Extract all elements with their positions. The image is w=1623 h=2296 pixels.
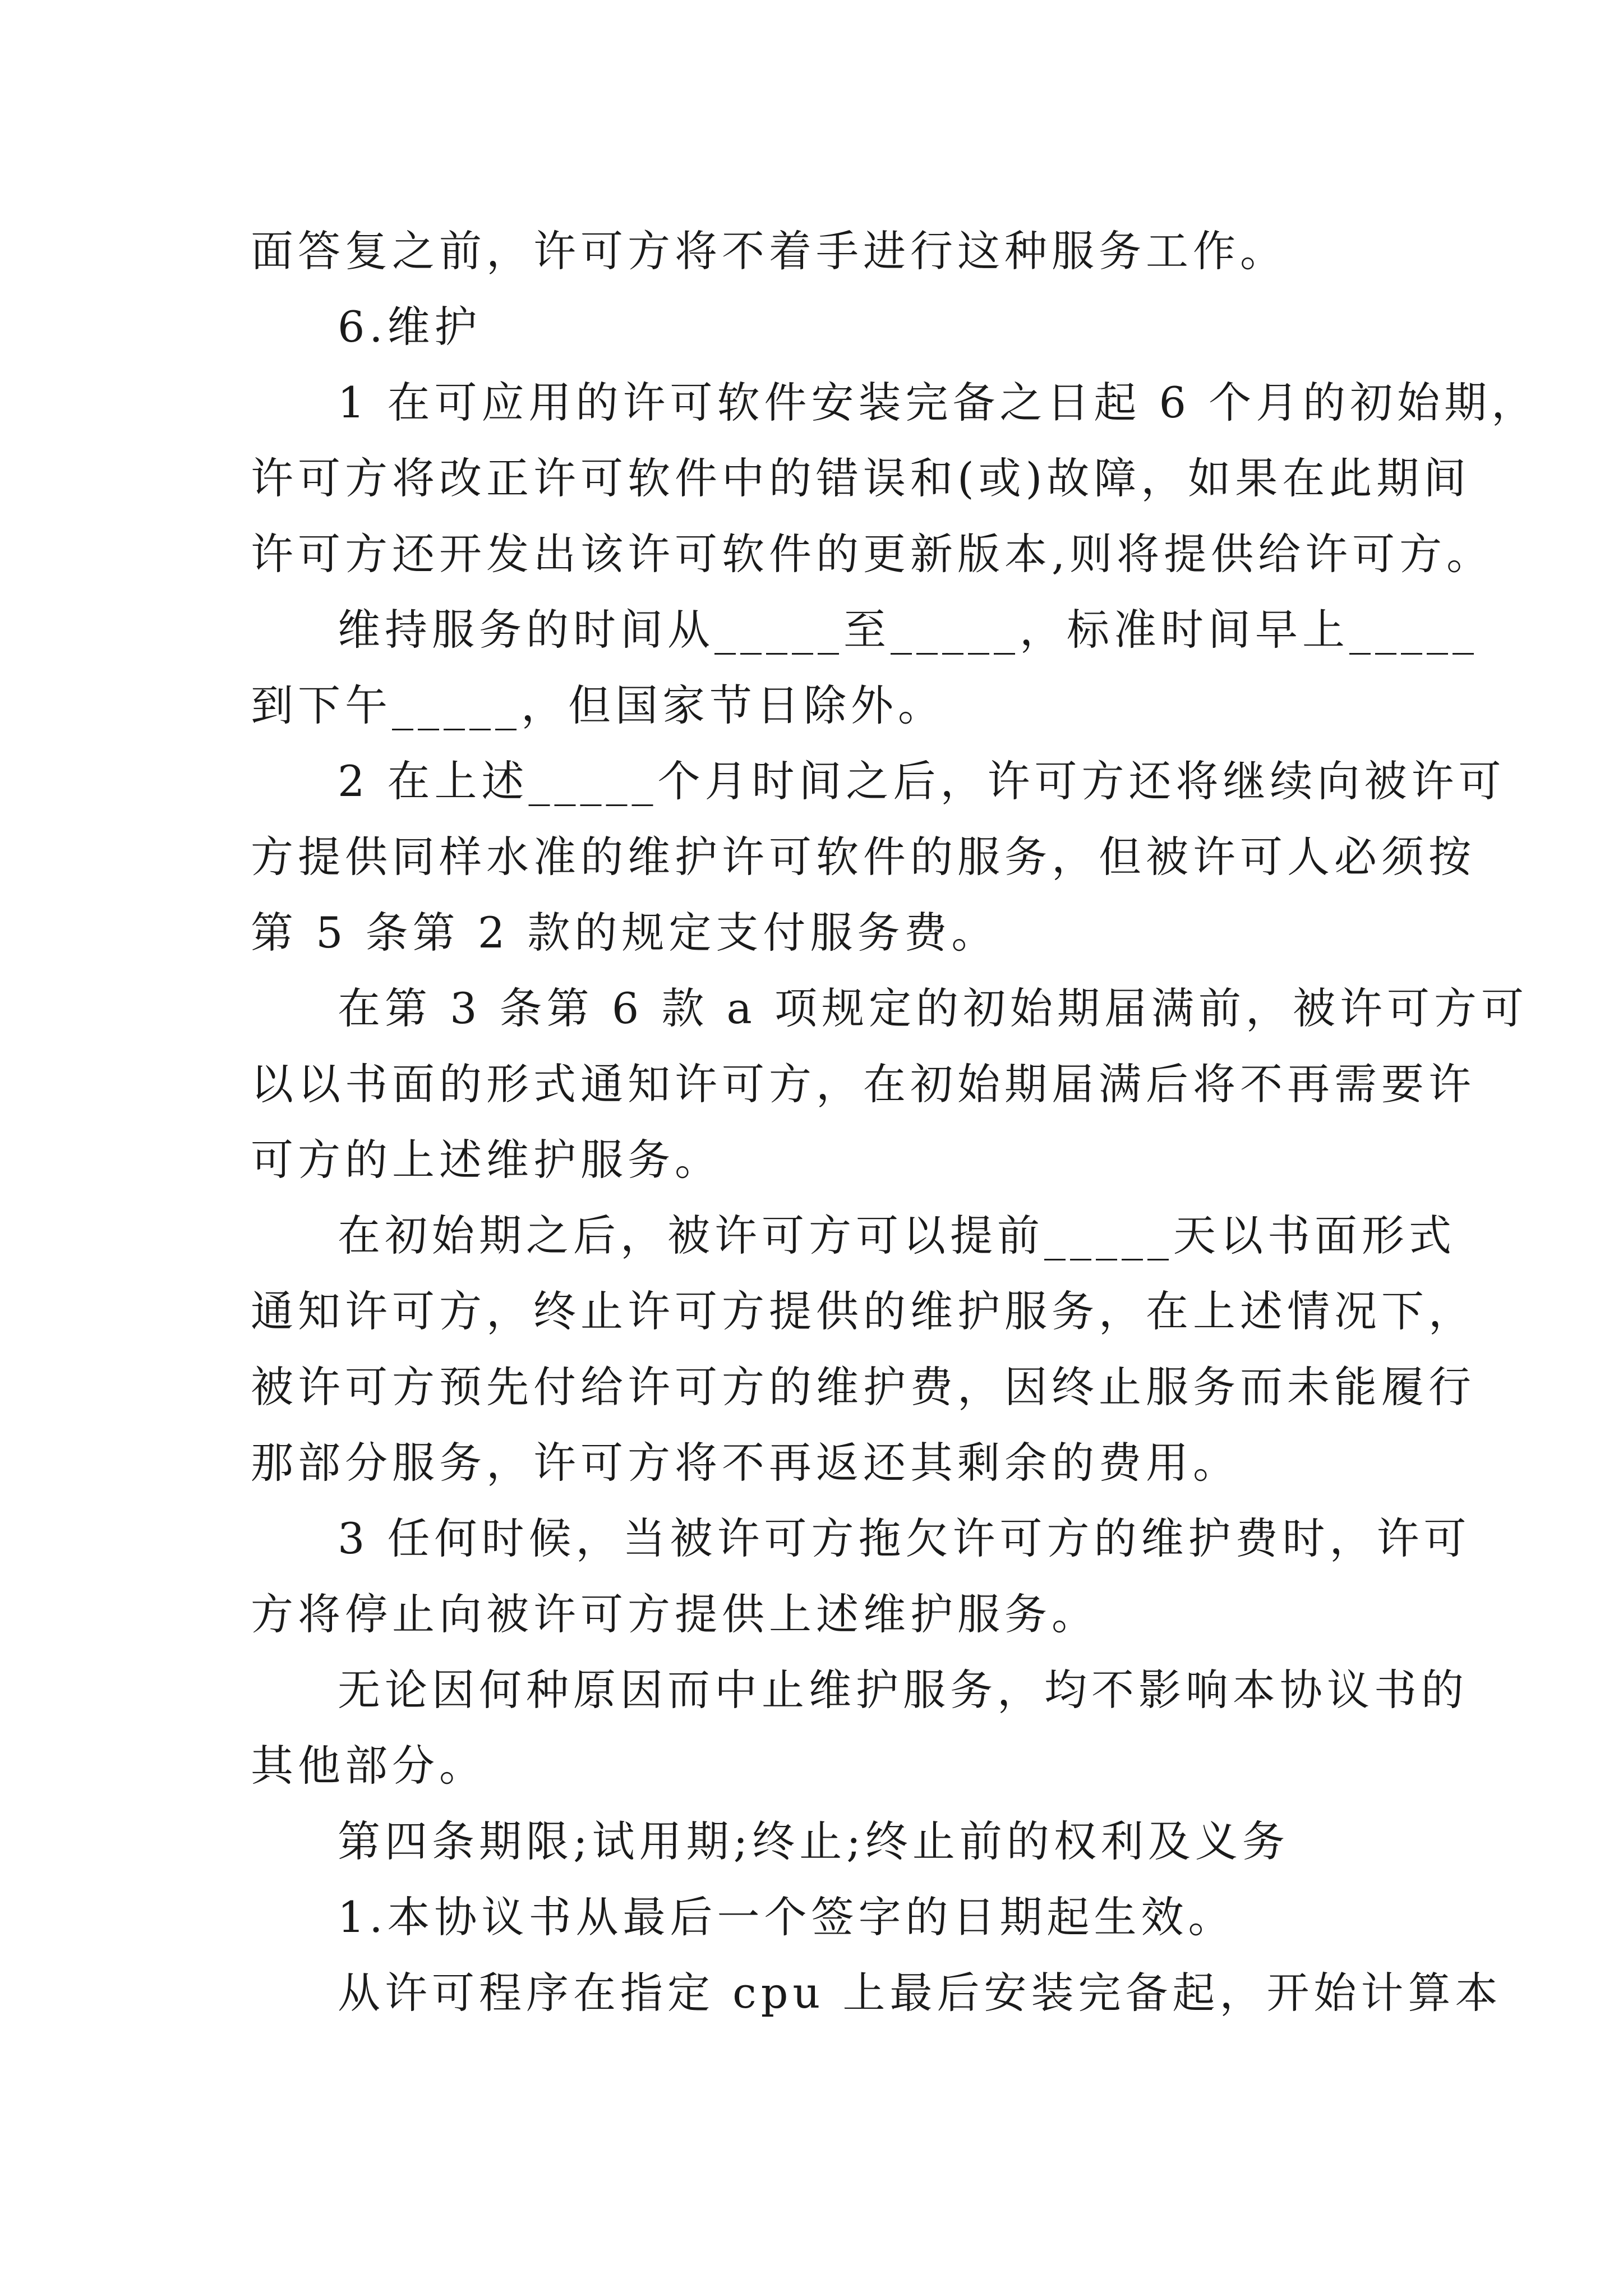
text-line: 在第 3 条第 6 款 a 项规定的初始期届满前，被许可方可 — [338, 983, 1528, 1033]
text-line: 维持服务的时间从_____至_____，标准时间早上_____ — [338, 605, 1478, 655]
text-line: 第 5 条第 2 款的规定支付服务费。 — [251, 908, 999, 958]
text-line: 其他部分。 — [251, 1741, 486, 1791]
text-line: 1 在可应用的许可软件安装完备之日起 6 个月的初始期， — [338, 378, 1539, 427]
text-line: 可方的上述维护服务。 — [251, 1135, 722, 1185]
text-line: 2 在上述_____个月时间之后，许可方还将继续向被许可 — [338, 756, 1506, 806]
text-line: 通知许可方，终止许可方提供的维护服务，在上述情况下， — [251, 1286, 1476, 1336]
text-line: 面答复之前，许可方将不着手进行这种服务工作。 — [251, 226, 1287, 276]
text-line: 被许可方预先付给许可方的维护费，因终止服务而未能履行 — [251, 1362, 1476, 1412]
text-line: 在初始期之后，被许可方可以提前_____天以书面形式 — [338, 1211, 1456, 1260]
text-line: 到下午_____，但国家节日除外。 — [251, 680, 945, 730]
text-line: 那部分服务，许可方将不再返还其剩余的费用。 — [251, 1438, 1240, 1488]
text-line: 许可方还开发出该许可软件的更新版本,则将提供给许可方。 — [251, 529, 1494, 579]
text-line: 无论因何种原因而中止维护服务，均不影响本协议书的 — [338, 1665, 1468, 1715]
text-line: 3 任何时候，当被许可方拖欠许可方的维护费时，许可 — [338, 1513, 1471, 1563]
section-heading: 6.维护 — [338, 302, 482, 352]
text-line: 方提供同样水准的维护许可软件的服务，但被许可人必须按 — [251, 832, 1476, 882]
text-line: 以以书面的形式通知许可方，在初始期届满后将不再需要许 — [251, 1059, 1476, 1109]
article-heading: 第四条期限;试用期;终止;终止前的权利及义务 — [338, 1816, 1289, 1866]
text-line: 方将停止向被许可方提供上述维护服务。 — [251, 1589, 1099, 1639]
document-body — [251, 213, 1539, 2031]
text-line: 1.本协议书从最后一个签字的日期起生效。 — [338, 1892, 1235, 1942]
text-line: 从许可程序在指定 cpu 上最后安装完备起，开始计算本 — [338, 1968, 1502, 2018]
text-line: 许可方将改正许可软件中的错误和(或)故障，如果在此期间 — [251, 453, 1471, 503]
